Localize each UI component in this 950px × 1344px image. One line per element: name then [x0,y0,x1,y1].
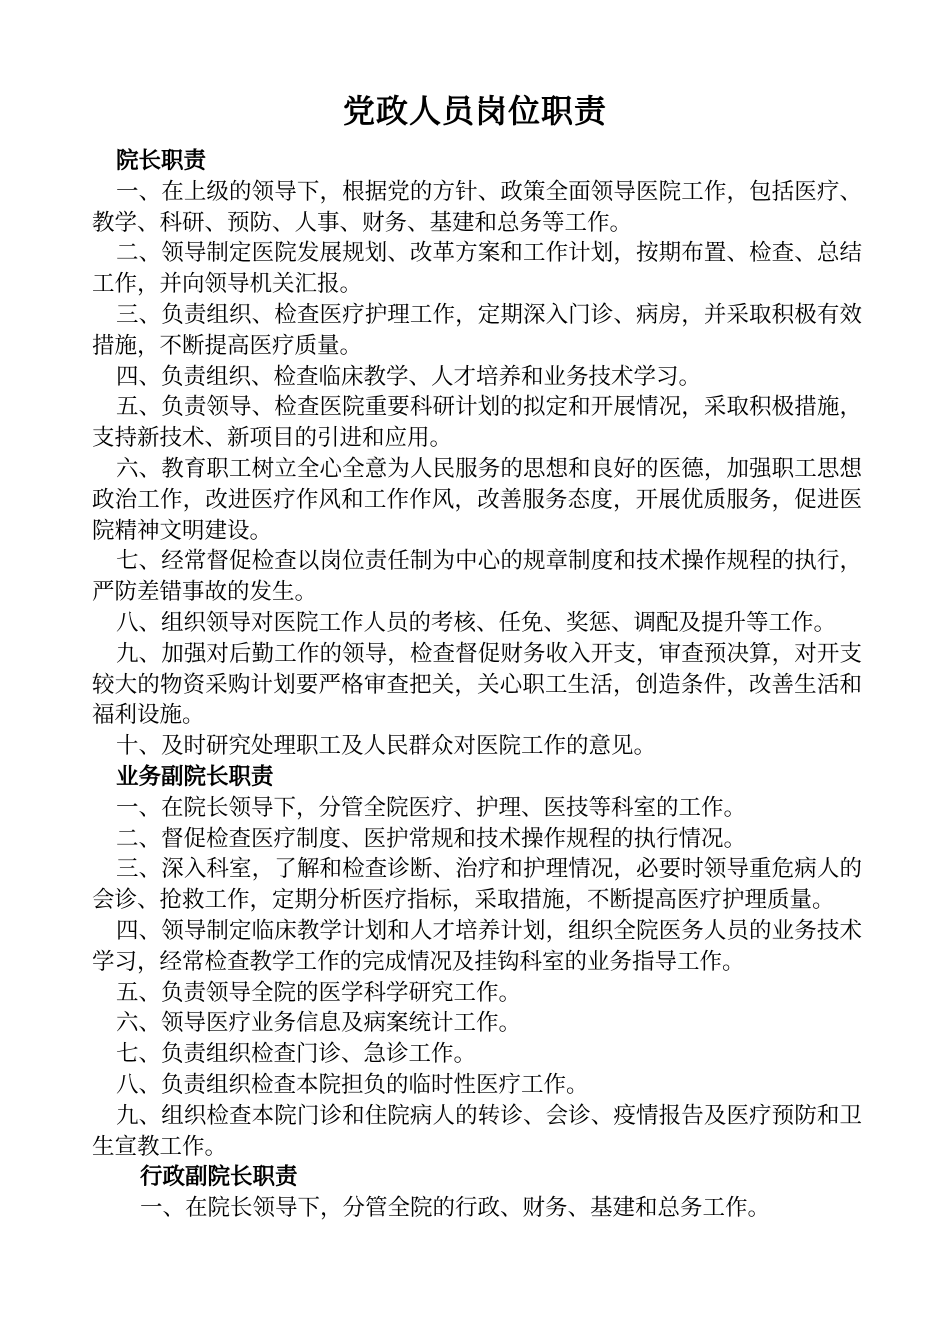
duty-item: 六、领导医疗业务信息及病案统计工作。 [116,1010,522,1037]
duty-item: 三、负责组织、检查医疗护理工作，定期深入门诊、病房，并采取积极有效措施，不断提高医疗质量。 [92,301,862,359]
section-business-vice-president [92,762,862,1162]
section-president [92,146,862,762]
section-heading: 业务副院长职责 [116,763,274,790]
duty-item: 九、加强对后勤工作的领导，检查督促财务收入开支，审查预决算，对开支较大的物资采购计划要严格审查把关，关心职工生活，创造条件，改善生活和福利设施。 [92,640,862,729]
section-heading: 院长职责 [116,148,207,174]
section-admin-vice-president [92,1162,862,1224]
duty-item: 四、负责组织、检查临床教学、人才培养和业务技术学习。 [116,363,702,390]
duty-item: 五、负责领导、检查医院重要科研计划的拟定和开展情况，采取积极措施，支持新技术、新项目的引进和应用。 [92,394,862,452]
duty-item: 八、负责组织检查本院担负的临时性医疗工作。 [116,1071,589,1098]
duty-item: 七、经常督促检查以岗位责任制为中心的规章制度和技术操作规程的执行，严防差错事故的发生。 [92,548,862,606]
duty-item: 三、深入科室，了解和检查诊断、治疗和护理情况，必要时领导重危病人的会诊、抢救工作，定期分析医疗指标，采取措施，不断提高医疗护理质量。 [92,856,862,914]
duty-item: 一、在上级的领导下，根据党的方针、政策全面领导医院工作，包括医疗、教学、科研、预防、人事、财务、基建和总务等工作。 [92,178,862,236]
document-body [92,146,862,1224]
duty-item: 一、在院长领导下，分管全院的行政、财务、基建和总务工作。 [140,1195,771,1222]
duty-item: 二、督促检查医疗制度、医护常规和技术操作规程的执行情况。 [116,825,747,852]
duty-item: 五、负责领导全院的医学科学研究工作。 [116,979,522,1006]
section-heading: 行政副院长职责 [140,1164,298,1191]
document-title: 党政人员岗位职责 [342,92,607,131]
duty-item: 六、教育职工树立全心全意为人民服务的思想和良好的医德，加强职工思想政治工作，改进医疗作风和工作作风，改善服务态度，开展优质服务，促进医院精神文明建设。 [92,455,862,544]
duty-item: 四、领导制定临床教学计划和人才培养计划，组织全院医务人员的业务技术学习，经常检查教学工作的完成情况及挂钩科室的业务指导工作。 [92,917,862,975]
duty-item: 一、在院长领导下，分管全院医疗、护理、医技等科室的工作。 [116,794,747,821]
duty-item: 八、组织领导对医院工作人员的考核、任免、奖惩、调配及提升等工作。 [116,609,837,636]
duty-item: 七、负责组织检查门诊、急诊工作。 [116,1041,477,1068]
duty-item: 九、组织检查本院门诊和住院病人的转诊、会诊、疫情报告及医疗预防和卫生宣教工作。 [92,1102,862,1160]
duty-item: 二、领导制定医院发展规划、改革方案和工作计划，按期布置、检查、总结工作，并向领导机关汇报。 [92,240,862,298]
duty-item: 十、及时研究处理职工及人民群众对医院工作的意见。 [116,733,657,760]
